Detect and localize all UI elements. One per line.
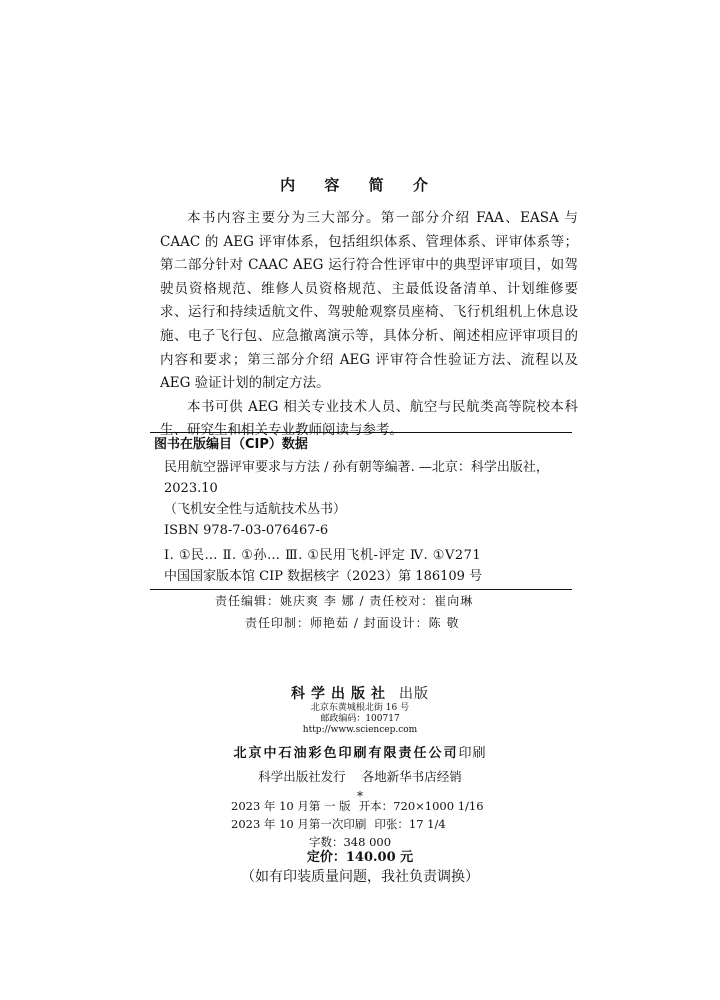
summary-title: 内 容 简 介 bbox=[280, 176, 440, 194]
publisher-suffix: 出版 bbox=[399, 686, 429, 702]
publisher-name: 科学出版社 bbox=[291, 686, 391, 702]
cip-title: 图书在版编目（CIP）数据 bbox=[154, 437, 308, 452]
separator-star: * bbox=[357, 789, 363, 803]
editors-line-2: 责任印制：师艳茹 / 封面设计：陈 敬 bbox=[245, 616, 460, 630]
edition-format: 开本：720×1000 1/16 bbox=[358, 799, 484, 813]
sellers: 各地新华书店经销 bbox=[361, 769, 462, 784]
summary-section bbox=[160, 207, 578, 443]
print-sheets: 印张：17 1/4 bbox=[374, 817, 446, 831]
cip-record-number: 中国国家版本馆 CIP 数据核字（2023）第 186109 号 bbox=[164, 569, 483, 584]
cip-block bbox=[150, 432, 572, 590]
publisher-address: 北京东黄城根北街 16 号 bbox=[310, 703, 410, 713]
printer-line bbox=[0, 742, 720, 761]
publisher-section bbox=[0, 683, 720, 803]
cip-isbn: ISBN 978-7-03-076467-6 bbox=[164, 523, 329, 538]
editors-line-1: 责任编辑：姚庆爽 李 娜 / 责任校对：崔向琳 bbox=[215, 594, 474, 608]
cip-book-date: 2023.10 bbox=[164, 481, 218, 496]
cip-classification: Ⅰ. ①民… Ⅱ. ①孙… Ⅲ. ①民用飞机-评定 Ⅳ. ①V271 bbox=[164, 548, 482, 563]
quality-notice: （如有印装质量问题，我社负责调换） bbox=[241, 869, 479, 885]
printer-suffix: 印刷 bbox=[458, 746, 487, 761]
distribution-line bbox=[0, 767, 720, 785]
cip-book-info: 民用航空器评审要求与方法 / 孙有朝等编著. —北京：科学出版社， bbox=[164, 460, 549, 475]
edition-row-2 bbox=[0, 815, 720, 833]
publisher-postcode: 邮政编码：100717 bbox=[320, 714, 400, 724]
summary-paragraph-1: 本书内容主要分为三大部分。第一部分介绍 FAA、EASA 与 CAAC 的 AEG 评审体系，包括组织体系、管理体系、评审体系等；第二部分针对 CAAC AEG 运行符合性评审中的典型评审项目，如驾驶员资格规范、维修人员资格规范、主最低设备清单、计划维修要求、运行和持续适航文件、驾驶舱观察员座椅、飞行机组机上休息设施、电子飞行包、应急撤离演示等，具体分析、阐述相应评审项目的内容和要求；第三部分介绍 AEG 评审符合性验证方法、流程以及 AEG 验证计划的制定方法。 bbox=[160, 210, 578, 392]
editors-section bbox=[0, 590, 720, 634]
publisher-line bbox=[0, 683, 720, 703]
edition-section bbox=[0, 797, 720, 851]
summary-paragraph-2: 本书可供 AEG 相关专业技术人员、航空与民航类高等院校本科生、研究生和相关专业教师阅读与参考。 bbox=[160, 398, 578, 439]
publisher-url: http://www.sciencep.com bbox=[302, 725, 418, 735]
distributor: 科学出版社发行 bbox=[258, 769, 346, 784]
print-date: 2023 年 10 月第一次印刷 bbox=[231, 817, 367, 831]
cip-series: （飞机安全性与适航技术丛书） bbox=[164, 502, 347, 517]
edition-row-1 bbox=[0, 797, 720, 815]
printer-name: 北京中石油彩色印刷有限责任公司 bbox=[233, 746, 459, 761]
price: 定价：140.00 元 bbox=[306, 850, 414, 865]
word-count: 字数：348 000 bbox=[308, 835, 392, 849]
edition-date: 2023 年 10 月第 一 版 bbox=[231, 799, 351, 813]
